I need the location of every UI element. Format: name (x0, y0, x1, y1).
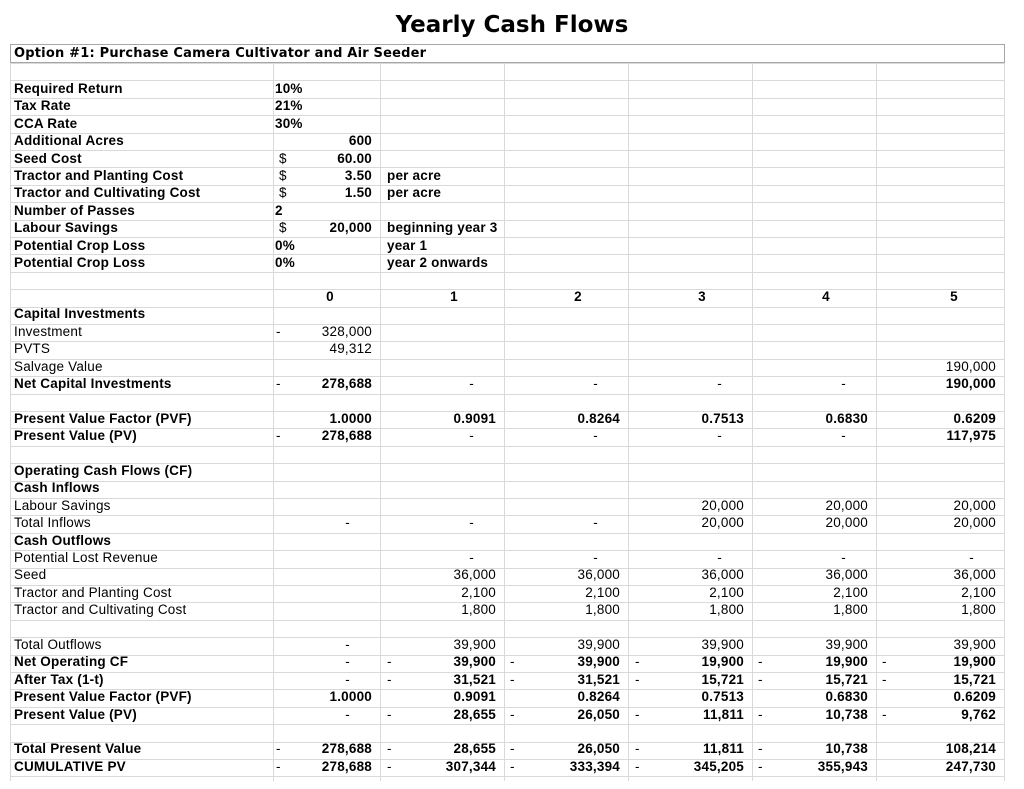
cell-value: 39,900 (453, 654, 496, 670)
row-label: Present Value (PV) (14, 706, 137, 722)
row-label: Seed (14, 567, 47, 583)
cell-value: 1.0000 (329, 689, 372, 705)
cell-value: 19,900 (701, 654, 744, 670)
gridline-h (10, 63, 1005, 64)
cell-value: 28,655 (453, 741, 496, 757)
param-value: 0% (275, 237, 295, 253)
negative-sign: - (510, 741, 515, 757)
option-heading: Option #1: Purchase Camera Cultivator and Air Seeder (14, 46, 427, 61)
gridline-h (10, 620, 1005, 621)
gridline-h (10, 307, 1005, 308)
cell-value: - (841, 550, 846, 565)
gridline-h (10, 776, 1005, 777)
gridline-h (10, 533, 1005, 534)
row-label: Tractor and Cultivating Cost (14, 602, 187, 618)
gridline-h (10, 341, 1005, 342)
cell-value: 0.7513 (701, 689, 744, 705)
cell-value: - (593, 515, 598, 531)
cell-value: 26,050 (577, 706, 620, 722)
gridline-h (10, 272, 1005, 273)
cell-value: 36,000 (953, 567, 996, 583)
negative-sign: - (635, 706, 640, 722)
cell-value: 39,900 (825, 637, 868, 652)
year-header-3: 3 (698, 289, 706, 304)
param-value: 600 (348, 133, 372, 149)
param-label: Seed Cost (14, 150, 82, 166)
row-label: Total Present Value (14, 741, 142, 757)
cell-value: - (717, 550, 722, 565)
param-value: 0% (275, 255, 295, 270)
cell-value: 0.7513 (701, 410, 744, 426)
negative-sign: - (510, 671, 515, 687)
param-label: Tax Rate (14, 98, 71, 114)
row-label: Total Outflows (14, 637, 102, 652)
negative-sign: - (387, 654, 392, 670)
cell-value: 9,762 (961, 706, 996, 722)
cell-value: 26,050 (577, 741, 620, 757)
row-label: Present Value Factor (PVF) (14, 410, 192, 426)
param-label: Additional Acres (14, 133, 124, 149)
year-header-1: 1 (450, 289, 458, 304)
row-label: Capital Investments (14, 306, 146, 322)
gridline-h (10, 324, 1005, 325)
cell-value: 19,900 (825, 654, 868, 670)
cell-value: - (345, 637, 350, 652)
cell-value: 1.0000 (329, 410, 372, 426)
currency-symbol: $ (279, 185, 287, 201)
cell-value: 0.8264 (577, 410, 620, 426)
cell-value: 1,800 (461, 602, 496, 618)
row-label: Present Value (PV) (14, 428, 137, 444)
cell-value: 36,000 (577, 567, 620, 583)
param-label: Potential Crop Loss (14, 255, 146, 270)
negative-sign: - (758, 758, 763, 774)
cell-value: 39,900 (577, 654, 620, 670)
negative-sign: - (758, 671, 763, 687)
cell-value: 190,000 (945, 376, 996, 391)
param-label: Potential Crop Loss (14, 237, 146, 253)
param-label: Labour Savings (14, 220, 119, 236)
cell-value: - (841, 428, 846, 444)
cell-value: 49,312 (329, 341, 372, 357)
param-value: 1.50 (344, 185, 372, 201)
row-label: Labour Savings (14, 497, 111, 513)
param-label: Tractor and Cultivating Cost (14, 185, 201, 201)
cell-value: 39,900 (701, 637, 744, 652)
cell-value: 19,900 (953, 654, 996, 670)
param-value: 21% (275, 98, 303, 114)
row-label: Investment (14, 323, 83, 339)
gridline-h (10, 237, 1005, 238)
cell-value: 20,000 (953, 497, 996, 513)
row-label: Total Inflows (14, 515, 91, 531)
param-note: year 2 onwards (387, 255, 489, 270)
row-label: Tractor and Planting Cost (14, 584, 172, 600)
cell-value: 31,521 (577, 671, 620, 687)
row-label: PVTS (14, 341, 51, 357)
cell-value: 39,900 (953, 637, 996, 652)
cell-value: 278,688 (321, 741, 372, 757)
cell-value: 355,943 (817, 758, 868, 774)
negative-sign: - (635, 758, 640, 774)
cell-value: 0.6209 (953, 689, 996, 705)
gridline-h (10, 202, 1005, 203)
gridline-h (10, 481, 1005, 482)
gridline-h (10, 446, 1005, 447)
gridline-v (628, 63, 629, 781)
param-note: per acre (387, 185, 442, 201)
param-note: per acre (387, 168, 442, 183)
cell-value: 278,688 (321, 758, 372, 774)
gridline-h (10, 115, 1005, 116)
negative-sign: - (510, 758, 515, 774)
param-label: Required Return (14, 81, 123, 96)
cell-value: 0.9091 (453, 410, 496, 426)
cell-value: 11,811 (702, 706, 744, 722)
negative-sign: - (276, 376, 281, 391)
cell-value: 345,205 (693, 758, 744, 774)
negative-sign: - (882, 671, 887, 687)
cell-value: - (717, 428, 722, 444)
row-label: Cash Inflows (14, 480, 100, 496)
cell-value: 278,688 (321, 428, 372, 444)
cell-value: 190,000 (945, 358, 996, 374)
gridline-h (10, 220, 1005, 221)
cell-value: 10,738 (825, 706, 868, 722)
cell-value: - (469, 428, 474, 444)
negative-sign: - (510, 654, 515, 670)
currency-symbol: $ (279, 168, 287, 183)
cell-value: 0.6830 (825, 410, 868, 426)
gridline-h (10, 254, 1005, 255)
negative-sign: - (387, 758, 392, 774)
cell-value: 15,721 (825, 671, 868, 687)
cell-value: 307,344 (445, 758, 496, 774)
negative-sign: - (276, 741, 281, 757)
cell-value: 36,000 (453, 567, 496, 583)
cell-value: 20,000 (825, 515, 868, 531)
cell-value: 0.9091 (453, 689, 496, 705)
cell-value: 333,394 (569, 758, 620, 774)
negative-sign: - (758, 654, 763, 670)
param-note: year 1 (387, 237, 428, 253)
negative-sign: - (635, 671, 640, 687)
cell-value: 278,688 (321, 376, 372, 391)
cell-value: 15,721 (701, 671, 744, 687)
cell-value: 247,730 (945, 758, 996, 774)
negative-sign: - (387, 706, 392, 722)
cell-value: - (593, 376, 598, 391)
currency-symbol: $ (279, 220, 287, 236)
param-note: beginning year 3 (387, 220, 498, 236)
gridline-h (10, 150, 1005, 151)
cell-value: 20,000 (953, 515, 996, 531)
cell-value: 108,214 (945, 741, 996, 757)
cell-value: 0.6209 (953, 410, 996, 426)
param-label: Number of Passes (14, 202, 135, 218)
cell-value: - (345, 706, 350, 722)
param-value: 2 (275, 202, 283, 218)
row-label: After Tax (1-t) (14, 671, 104, 687)
param-value: 30% (275, 115, 303, 131)
negative-sign: - (387, 741, 392, 757)
cell-value: 20,000 (701, 497, 744, 513)
row-label: Operating Cash Flows (CF) (14, 463, 193, 478)
negative-sign: - (276, 428, 281, 444)
year-header-5: 5 (950, 289, 958, 304)
cell-value: - (345, 515, 350, 531)
cell-value: 1,800 (709, 602, 744, 618)
cell-value: - (469, 515, 474, 531)
negative-sign: - (276, 323, 281, 339)
negative-sign: - (758, 706, 763, 722)
cell-value: 28,655 (453, 706, 496, 722)
spreadsheet-grid (10, 44, 1005, 781)
row-label: CUMULATIVE PV (14, 758, 126, 774)
gridline-v (876, 63, 877, 781)
cell-value: 36,000 (701, 567, 744, 583)
cell-value: - (345, 654, 350, 670)
cell-value: 1,800 (833, 602, 868, 618)
cell-value: 36,000 (825, 567, 868, 583)
cell-value: - (469, 550, 474, 565)
gridline-v (10, 63, 11, 781)
row-label: Net Capital Investments (14, 376, 172, 391)
year-header-4: 4 (822, 289, 830, 304)
cell-value: 39,900 (453, 637, 496, 652)
cell-value: 2,100 (585, 584, 620, 600)
gridline-h (10, 80, 1005, 81)
cell-value: 20,000 (701, 515, 744, 531)
cell-value: 2,100 (961, 584, 996, 600)
param-value: 10% (275, 81, 303, 96)
cell-value: - (345, 671, 350, 687)
gridline-h (10, 394, 1005, 395)
year-header-2: 2 (574, 289, 582, 304)
negative-sign: - (882, 654, 887, 670)
param-label: CCA Rate (14, 115, 78, 131)
gridline-v (380, 63, 381, 781)
cell-value: 2,100 (709, 584, 744, 600)
row-label: Present Value Factor (PVF) (14, 689, 192, 705)
negative-sign: - (387, 671, 392, 687)
page-title: Yearly Cash Flows (395, 12, 629, 38)
negative-sign: - (758, 741, 763, 757)
negative-sign: - (882, 706, 887, 722)
cell-value: - (469, 376, 474, 391)
cell-value: 15,721 (953, 671, 996, 687)
cell-value: 0.8264 (577, 689, 620, 705)
gridline-h (10, 724, 1005, 725)
cell-value: 117,975 (946, 428, 996, 444)
cell-value: 39,900 (577, 637, 620, 652)
cell-value: 2,100 (833, 584, 868, 600)
gridline-h (10, 133, 1005, 134)
param-value: 60.00 (337, 150, 372, 166)
negative-sign: - (635, 741, 640, 757)
param-value: 3.50 (344, 168, 372, 183)
negative-sign: - (276, 758, 281, 774)
cell-value: 20,000 (825, 497, 868, 513)
cell-value: - (593, 428, 598, 444)
param-label: Tractor and Planting Cost (14, 168, 184, 183)
cell-value: - (717, 376, 722, 391)
gridline-v (504, 63, 505, 781)
row-label: Salvage Value (14, 358, 103, 374)
gridline-v (1004, 63, 1005, 781)
cell-value: - (841, 376, 846, 391)
currency-symbol: $ (279, 150, 287, 166)
negative-sign: - (510, 706, 515, 722)
row-label: Net Operating CF (14, 654, 129, 670)
year-header-0: 0 (326, 289, 334, 304)
gridline-h (10, 98, 1005, 99)
gridline-v (752, 63, 753, 781)
cell-value: 328,000 (321, 323, 372, 339)
row-label: Cash Outflows (14, 532, 112, 548)
param-value: 20,000 (329, 220, 372, 236)
cell-value: 2,100 (461, 584, 496, 600)
cell-value: 10,738 (825, 741, 868, 757)
cell-value: 0.6830 (825, 689, 868, 705)
row-label: Potential Lost Revenue (14, 550, 158, 565)
cell-value: 1,800 (961, 602, 996, 618)
gridline-h (10, 359, 1005, 360)
cell-value: 31,521 (453, 671, 496, 687)
cell-value: - (969, 550, 974, 565)
cell-value: 1,800 (585, 602, 620, 618)
negative-sign: - (635, 654, 640, 670)
cell-value: - (593, 550, 598, 565)
cell-value: 11,811 (702, 741, 744, 757)
